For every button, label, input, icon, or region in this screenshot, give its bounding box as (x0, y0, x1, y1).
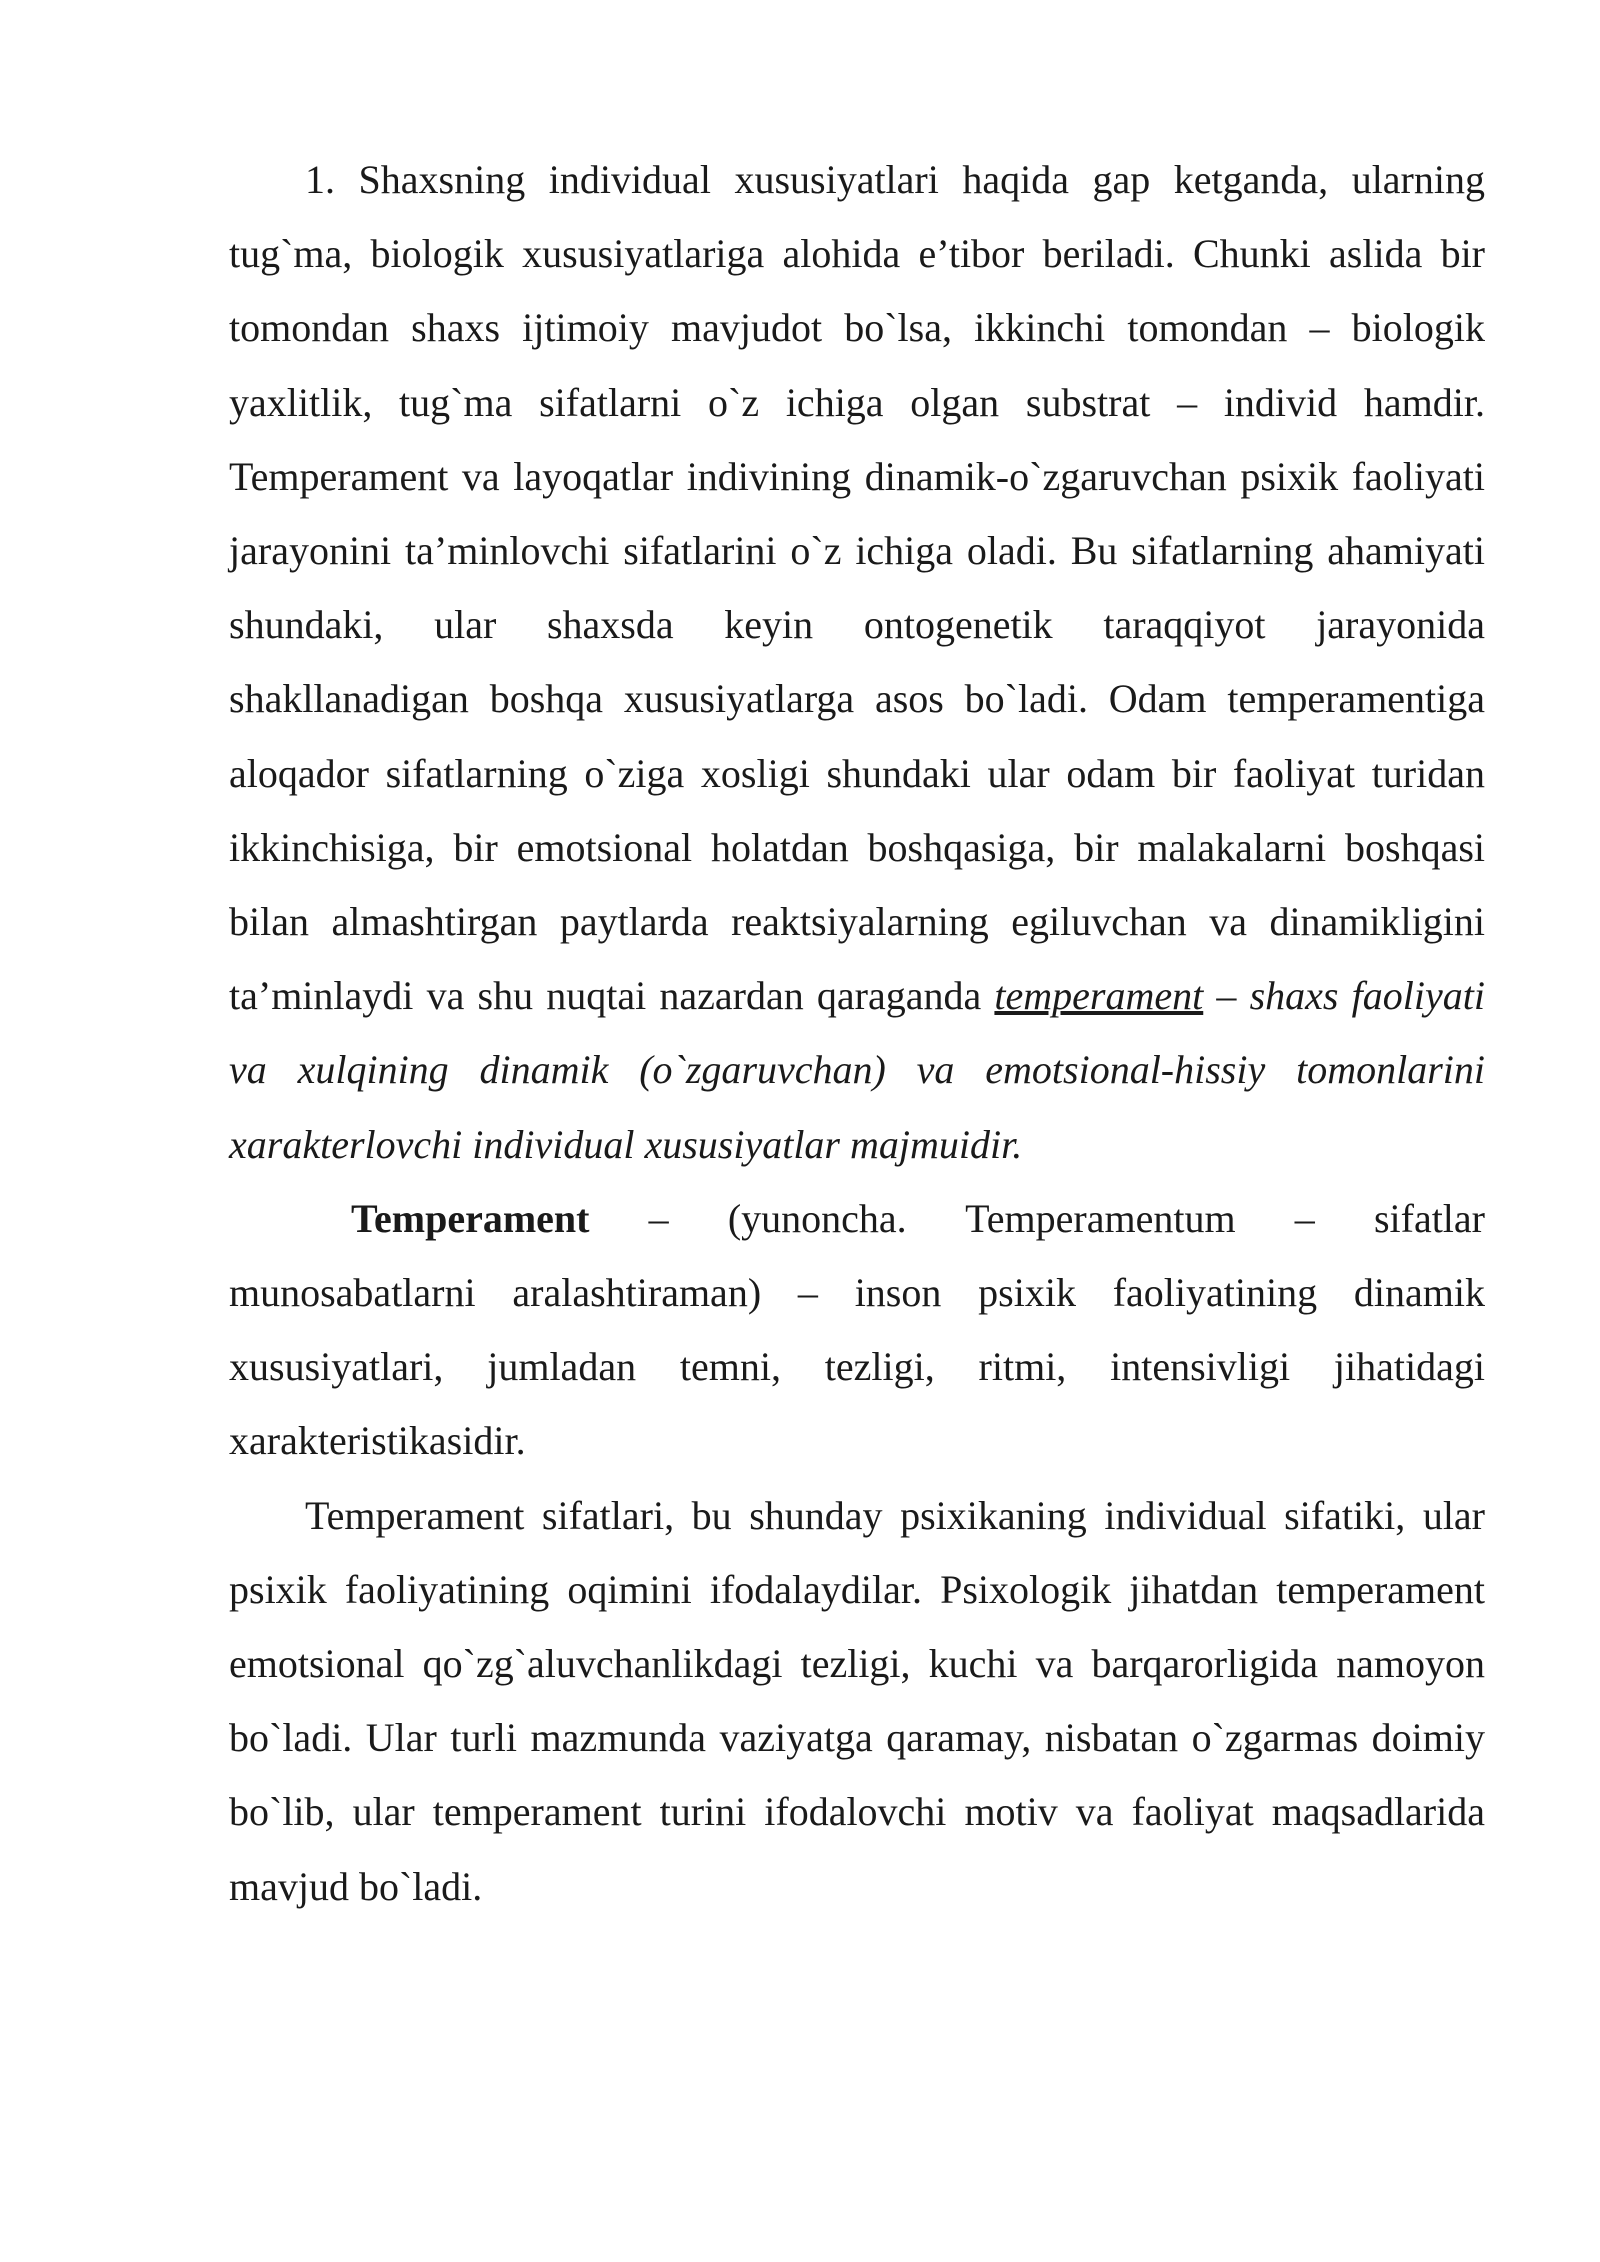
paragraph-3 (229, 1479, 1485, 1924)
term-temperament-bold: Temperament (351, 1195, 590, 1241)
paragraph-3-text: Temperament sifatlari, bu shunday psixikaning individual sifatiki, ular psixik faoliyatining oqimini ifodalaydilar. Psixologik jihatdan temperament emotsional qo`zg`aluvchanlikdagi tezligi, kuchi va barqarorligida namoyon bo`ladi. Ular turli mazmunda vaziyatga qaramay, nisbatan o`zgarmas doimiy bo`lib, ular temperament turini ifodalovchi motiv va faoliyat maqsadlarida mavjud bo`ladi. (229, 1492, 1485, 1909)
document-body (229, 143, 1485, 1924)
temperament-definition: – shaxs faoliyati va xulqining dinamik (o`zgaruvchan) va emotsional-hissiy tomonlarini xarakterlovchi individual xususiyatlar majmuidir. (229, 973, 1485, 1167)
term-temperament: temperament (994, 973, 1204, 1019)
paragraph-1 (229, 143, 1485, 1182)
paragraph-2-text: – (yunoncha. Temperamentum – sifatlar munosabatlarni aralashtiraman) – inson psixik faoliyatining dinamik xususiyatlari, jumladan temni, tezligi, ritmi, intensivligi jihatidagi xarakteristikasidir. (229, 1195, 1485, 1464)
paragraph-1-text: 1. Shaxsning individual xususiyatlari haqida gap ketganda, ularning tug`ma, biologik xususiyatlariga alohida e’tibor beriladi. Chunki aslida bir tomondan shaxs ijtimoiy mavjudot bo`lsa, ikkinchi tomondan – biologik yaxlitlik, tug`ma sifatlarni o`z ichiga olgan substrat – individ hamdir. Temperament va layoqatlar indivining dinamik-o`zgaruvchan psixik faoliyati jarayonini ta’minlovchi sifatlarini o`z ichiga oladi. Bu sifatlarning ahamiyati shundaki, ular shaxsda keyin ontogenetik taraqqiyot jarayonida shakllanadigan boshqa xususiyatlarga asos bo`ladi. Odam temperamentiga aloqador sifatlarning o`ziga xosligi shundaki ular odam bir faoliyat turidan ikkinchisiga, bir emotsional holatdan boshqasiga, bir malakalarni boshqasi bilan almashtirgan paytlarda reaktsiyalarning egiluvchan va dinamikligini ta’minlaydi va shu nuqtai nazardan qaraganda (229, 157, 1485, 1019)
paragraph-2 (229, 1182, 1485, 1479)
